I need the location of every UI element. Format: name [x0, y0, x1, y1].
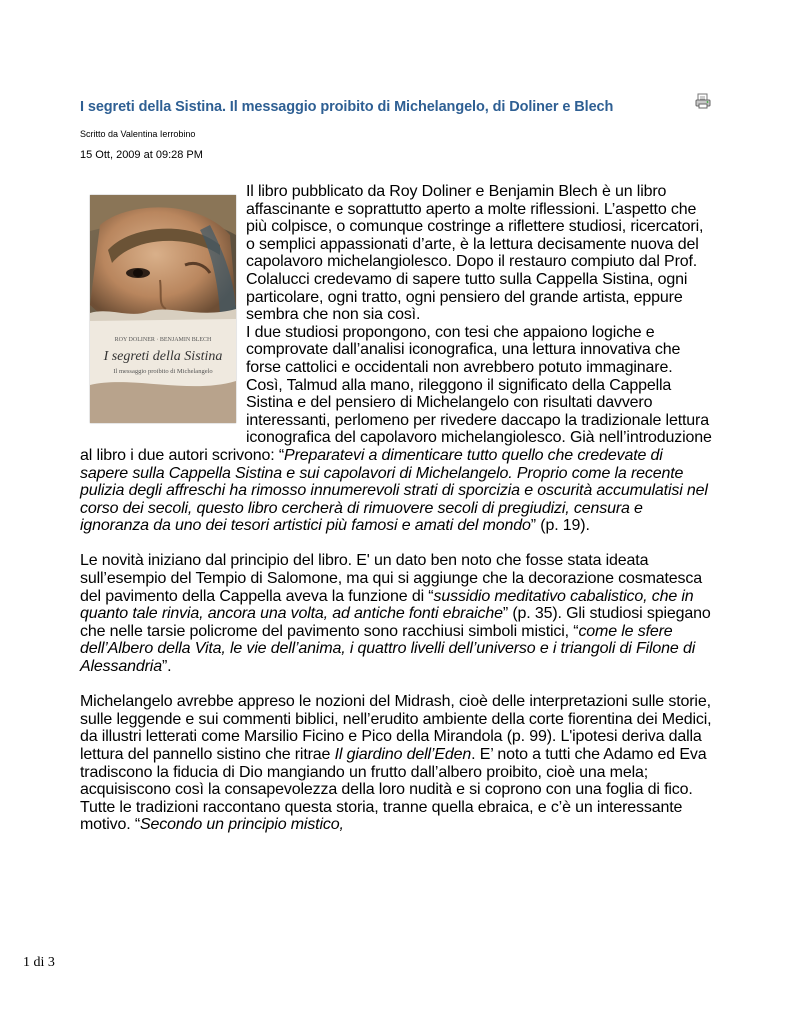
quote: Secondo un principio mistico, — [140, 816, 344, 834]
text: . E’ noto a tutti che Adamo ed Eva tradiscono la fiducia di Dio mangiando un frutto dall’albero proibito, cioè una mela; acquisiscono così la consapevolezza della loro nudità e si coprono con una foglia di fico. Tutte le tradizioni raccontano questa storia, tranne quella ebraica, e c’è un interessante motivo. “ — [80, 746, 707, 834]
quote: Il giardino dell’Eden — [334, 746, 472, 763]
article-body — [80, 183, 712, 852]
text: Il libro pubblicato da Roy Doliner e Benjamin Blech è un libro affascinante e soprattutto aperto a molte riflessioni. L’aspetto che più colpisce, o comunque costringe a riflettere studiosi, ricercatori, o semplici appassionati d’arte, è la lettura decisamente nuova del capolavoro michelangiolesco. Dopo il restauro compiuto dal Prof. Colalucci credevamo di sapere tutto sulla Cappella Sistina, ogni particolare, ogni tratto, ogni pensiero del grande artista, eppure sembra che non sia così. — [246, 183, 704, 324]
quote: come le sfere dell’Albero della Vita, le vie dell’anima, i quattro livelli dell’universo e i triangoli di Filone di Alessandria — [80, 622, 696, 676]
cover-subtitle: Il messaggio proibito di Michelangelo — [113, 368, 213, 375]
text: Michelangelo avrebbe appreso le nozioni del Midrash, cioè delle interpretazioni sulle storie, sulle leggende e sui commenti biblici, nell’erudito ambiente della corte fiorentina dei Medici, da illustri letterati come Marsilio Ficino e Pico della Mirandola (p. 99). L'ipotesi deriva dalla lettura del pannello sistino che ritrae — [80, 693, 712, 763]
quote: Preparatevi a dimenticare tutto quello che credevate di sapere sulla Cappella Sistina e sui capolavori di Michelangelo. Proprio come la recente pulizia degli affreschi ha rimosso innumerevoli strati di sporcizia e oscurità accumulatisi nel corso dei secoli, questo libro cercherà di rimuovere secoli di pregiudizi, censura e ignoranza da uno dei tesori artistici più famosi e amati del mondo — [80, 446, 708, 535]
cover-authors: ROY DOLINER · BENJAMIN BLECH — [114, 337, 212, 343]
text: Le novità iniziano dal principio del libro. E' un dato ben noto che fosse stata ideata sull’esempio del Tempio di Salomone, ma qui si aggiunge che la decorazione cosmatesca del pavimento della Cappella aveva la funzione di “ — [80, 552, 702, 605]
print-icon[interactable] — [695, 93, 711, 109]
image-float-space — [80, 183, 246, 437]
text: ” (p. 19). — [530, 517, 590, 535]
text: Così, Talmud alla mano, rileggono il significato della Cappella Sistina e del pensiero di Michelangelo con risultati davvero interessanti, perlomeno per rivedere daccapo la tradizionale lettura iconografica del capolavoro michelangiolesco. Già nell’introduzione al libro i due autori scrivono: “ — [80, 376, 712, 464]
article-author: Scritto da Valentina Ierrobino — [80, 129, 196, 139]
article-date: 15 Ott, 2009 at 09:28 PM — [80, 149, 203, 161]
cover-title: I segreti della Sistina — [103, 349, 223, 364]
paragraph-3 — [80, 693, 712, 834]
article-title: I segreti della Sistina. Il messaggio proibito di Michelangelo, di Doliner e Blech — [80, 99, 614, 115]
paragraph-2 — [80, 552, 712, 675]
quote: sussidio meditativo cabalistico, che in quanto tale rinvia, ancora una volta, ad antiche fonti ebraiche — [80, 587, 694, 623]
text: ” (p. 35). Gli studiosi spiegano che nelle tarsie policrome del pavimento sono racchiusi simboli mistici, “ — [80, 605, 711, 640]
text: I due studiosi propongono, con tesi che appaiono logiche e comprovate dall’analisi iconografica, una lettura innovativa che forse cattolici e occidentali non avrebbero potuto immaginare. — [246, 323, 681, 376]
text: ”. — [161, 658, 172, 676]
page-number: 1 di 3 — [23, 955, 55, 970]
